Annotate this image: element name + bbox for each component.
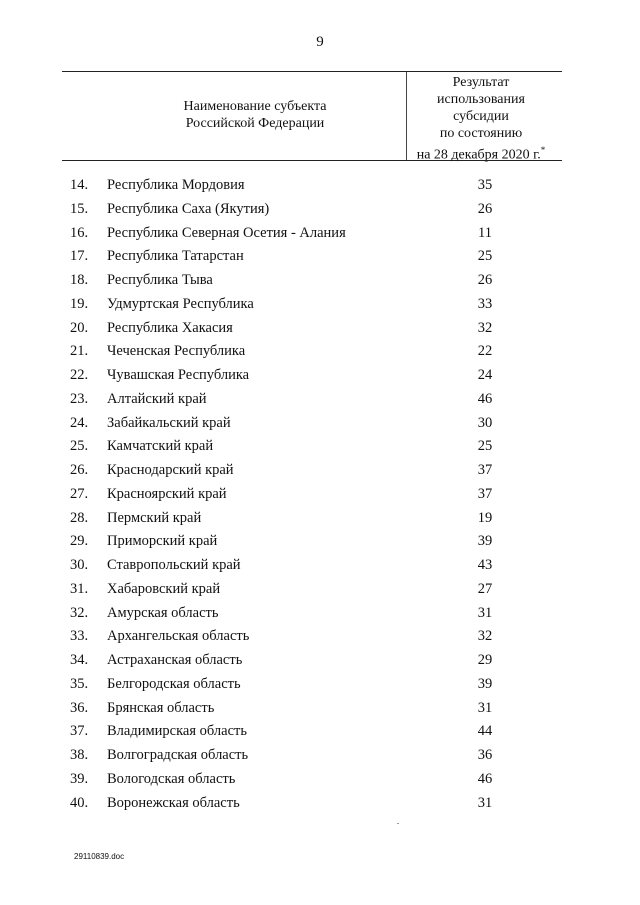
- table-body: [0, 174, 640, 815]
- header-result-line: Результат: [452, 75, 510, 90]
- row-value: 22: [477, 343, 493, 360]
- row-subject-name: Архангельская область: [107, 628, 250, 645]
- row-subject-name: Ставропольский край: [107, 557, 241, 573]
- row-value: 26: [477, 272, 493, 288]
- row-number: 36.: [70, 699, 89, 716]
- header-result-line: субсидии: [453, 109, 509, 124]
- row-number: 25.: [70, 438, 89, 455]
- table-row: [0, 364, 640, 388]
- speck: [397, 823, 399, 824]
- row-value: 35: [477, 177, 493, 193]
- table-row: [0, 625, 640, 649]
- header-subject-name: [110, 98, 400, 132]
- row-subject-name: Чувашская Республика: [107, 367, 250, 383]
- row-number: 30.: [70, 557, 89, 573]
- table-row: [0, 720, 640, 744]
- row-number: 27.: [70, 485, 89, 502]
- row-value: 29: [477, 652, 493, 668]
- header-result-line: использования: [437, 92, 525, 107]
- row-subject-name: Брянская область: [107, 699, 215, 716]
- header-subject-name-line: Наименование субъекта: [183, 99, 327, 114]
- table-row: [0, 768, 640, 792]
- table-top-rule: [62, 71, 562, 72]
- row-subject-name: Забайкальский край: [107, 414, 231, 431]
- row-number: 33.: [70, 628, 89, 645]
- row-number: 22.: [70, 367, 89, 383]
- row-subject-name: Удмуртская Республика: [107, 295, 254, 312]
- row-number: 20.: [70, 319, 89, 336]
- row-value: 39: [477, 675, 493, 692]
- table-row: [0, 245, 640, 269]
- row-number: 38.: [70, 747, 89, 763]
- row-value: 44: [477, 723, 493, 740]
- row-value: 32: [477, 628, 493, 645]
- row-value: 39: [477, 533, 493, 550]
- row-value: 30: [477, 414, 493, 431]
- row-number: 15.: [70, 200, 89, 217]
- row-number: 21.: [70, 343, 89, 360]
- table-row: [0, 578, 640, 602]
- row-subject-name: Республика Тыва: [107, 272, 213, 288]
- table-row: [0, 435, 640, 459]
- row-value: 37: [477, 462, 493, 478]
- table-row: [0, 602, 640, 626]
- row-value: 32: [477, 319, 493, 336]
- row-subject-name: Алтайский край: [107, 390, 207, 407]
- row-number: 24.: [70, 414, 89, 431]
- row-value: 31: [477, 699, 493, 716]
- row-number: 29.: [70, 533, 89, 550]
- row-number: 28.: [70, 509, 89, 526]
- table-row: [0, 269, 640, 293]
- row-number: 37.: [70, 723, 89, 740]
- table-row: [0, 388, 640, 412]
- row-subject-name: Республика Татарстан: [107, 248, 244, 265]
- row-number: 32.: [70, 604, 89, 621]
- row-number: 23.: [70, 390, 89, 407]
- row-subject-name: Республика Хакасия: [107, 319, 233, 336]
- table-row: [0, 412, 640, 436]
- header-subject-name-line: Российской Федерации: [185, 116, 325, 131]
- row-value: 46: [477, 390, 493, 407]
- row-subject-name: Камчатский край: [107, 438, 214, 455]
- table-row: [0, 697, 640, 721]
- row-value: 37: [477, 485, 493, 502]
- row-subject-name: Белгородская область: [107, 675, 241, 692]
- table-row: [0, 554, 640, 578]
- row-value: 25: [477, 438, 493, 455]
- table-row: [0, 198, 640, 222]
- row-value: 27: [477, 580, 493, 597]
- row-subject-name: Республика Саха (Якутия): [107, 200, 270, 217]
- table-row: [0, 222, 640, 246]
- page-number: 9: [316, 34, 324, 50]
- row-subject-name: Пермский край: [107, 509, 202, 526]
- row-value: 24: [477, 367, 493, 383]
- row-subject-name: Республика Северная Осетия - Алания: [107, 224, 346, 241]
- row-value: 33: [477, 295, 493, 312]
- table-row: [0, 649, 640, 673]
- row-number: 39.: [70, 770, 89, 787]
- row-subject-name: Приморский край: [107, 533, 218, 550]
- row-subject-name: Хабаровский край: [107, 580, 221, 597]
- row-subject-name: Чеченская Республика: [107, 343, 246, 360]
- header-result-date: на 28 декабря 2020 г.: [416, 147, 541, 163]
- row-value: 26: [477, 200, 493, 217]
- row-number: 18.: [70, 272, 89, 288]
- row-subject-name: Республика Мордовия: [107, 177, 245, 193]
- row-subject-name: Волгоградская область: [107, 747, 249, 763]
- table-row: [0, 744, 640, 768]
- table-row: [0, 293, 640, 317]
- row-number: 26.: [70, 462, 89, 478]
- table-row: [0, 792, 640, 816]
- row-value: 11: [478, 224, 492, 241]
- table-row: [0, 340, 640, 364]
- row-subject-name: Вологодская область: [107, 770, 236, 787]
- row-number: 17.: [70, 248, 89, 265]
- row-subject-name: Амурская область: [107, 604, 219, 621]
- row-value: 31: [477, 794, 493, 811]
- row-value: 25: [477, 248, 493, 265]
- row-number: 35.: [70, 675, 89, 692]
- table-row: [0, 459, 640, 483]
- row-number: 16.: [70, 224, 89, 241]
- row-subject-name: Владимирская область: [107, 723, 247, 740]
- footnote-mark: *: [540, 145, 546, 155]
- row-subject-name: Астраханская область: [107, 652, 243, 668]
- row-number: 31.: [70, 580, 89, 597]
- table-row: [0, 317, 640, 341]
- row-subject-name: Красноярский край: [107, 485, 227, 502]
- row-value: 46: [477, 770, 493, 787]
- table-row: [0, 530, 640, 554]
- row-subject-name: Воронежская область: [107, 794, 240, 811]
- table-row: [0, 174, 640, 198]
- row-value: 19: [477, 509, 493, 526]
- document-code: 29110839.doc: [74, 852, 125, 861]
- row-value: 36: [477, 747, 493, 763]
- table-row: [0, 507, 640, 531]
- header-result-line: по состоянию: [439, 126, 523, 141]
- header-result: [406, 74, 556, 164]
- table-header-rule: [62, 160, 562, 161]
- row-subject-name: Краснодарский край: [107, 462, 234, 478]
- table-row: [0, 483, 640, 507]
- row-value: 31: [477, 604, 493, 621]
- row-number: 14.: [70, 177, 89, 193]
- row-number: 19.: [70, 295, 89, 312]
- row-number: 40.: [70, 794, 89, 811]
- table-row: [0, 673, 640, 697]
- row-number: 34.: [70, 652, 89, 668]
- row-value: 43: [477, 557, 493, 573]
